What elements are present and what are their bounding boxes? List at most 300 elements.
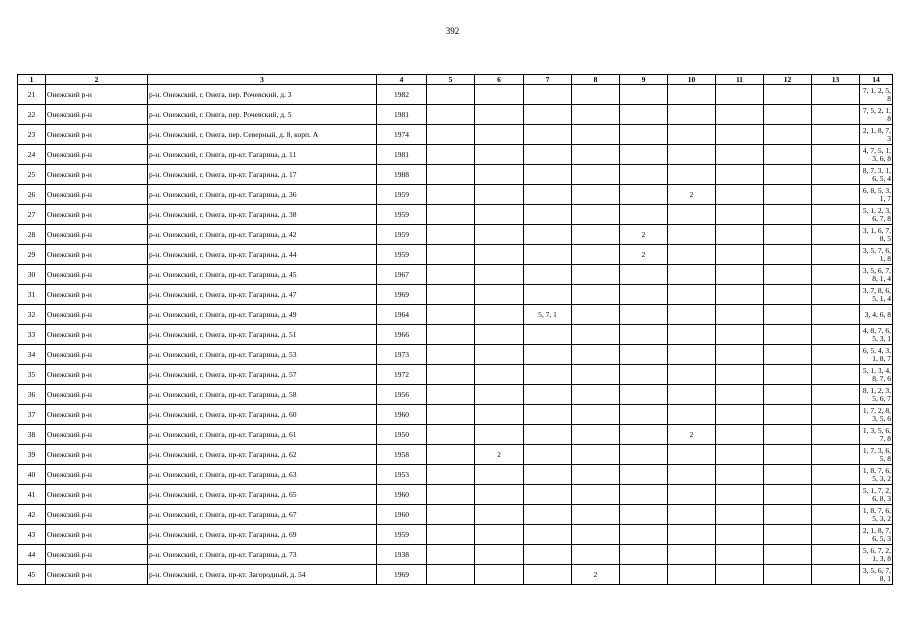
col6-cell — [475, 385, 524, 405]
district-cell: Онежский р-н — [46, 325, 148, 345]
col8-cell — [572, 245, 620, 265]
year-cell: 1959 — [377, 225, 427, 245]
col10-cell — [668, 285, 716, 305]
table-row — [18, 365, 893, 385]
col14-cell: 8, 7, 3, 1, 6, 5, 4 — [860, 165, 893, 185]
row-number: 42 — [18, 505, 46, 525]
col8-cell — [572, 265, 620, 285]
col7-cell — [524, 365, 572, 385]
district-cell: Онежский р-н — [46, 565, 148, 585]
row-number: 38 — [18, 425, 46, 445]
year-cell: 1981 — [377, 105, 427, 125]
col11-cell — [716, 225, 764, 245]
col8-cell: 2 — [572, 565, 620, 585]
year-cell: 1960 — [377, 405, 427, 425]
col12-cell — [764, 505, 812, 525]
col7-cell — [524, 325, 572, 345]
year-cell: 1964 — [377, 305, 427, 325]
col10-cell — [668, 205, 716, 225]
table-row — [18, 205, 893, 225]
col14-cell: 3, 5, 6, 7, 8, 1, 4 — [860, 265, 893, 285]
col13-cell — [812, 345, 860, 365]
row-number: 33 — [18, 325, 46, 345]
row-number: 22 — [18, 105, 46, 125]
district-cell: Онежский р-н — [46, 125, 148, 145]
address-cell: р-н. Онежский, г. Онега, пр-кт. Гагарина, д. 44 — [148, 245, 377, 265]
col10-cell — [668, 145, 716, 165]
col13-cell — [812, 245, 860, 265]
col9-cell — [620, 525, 668, 545]
district-cell: Онежский р-н — [46, 265, 148, 285]
table-row — [18, 565, 893, 585]
row-number: 41 — [18, 485, 46, 505]
col12-cell — [764, 445, 812, 465]
col8-cell — [572, 125, 620, 145]
table-row — [18, 85, 893, 105]
table-row — [18, 545, 893, 565]
col6-cell — [475, 425, 524, 445]
district-cell: Онежский р-н — [46, 345, 148, 365]
col11-cell — [716, 285, 764, 305]
col10-cell — [668, 165, 716, 185]
col11-cell — [716, 405, 764, 425]
year-cell: 1953 — [377, 465, 427, 485]
table-row — [18, 345, 893, 365]
col10-cell: 2 — [668, 425, 716, 445]
table-row — [18, 305, 893, 325]
district-cell: Онежский р-н — [46, 145, 148, 165]
col9-cell — [620, 165, 668, 185]
col8-cell — [572, 525, 620, 545]
col5-cell — [427, 265, 475, 285]
col13-cell — [812, 105, 860, 125]
col9-cell — [620, 505, 668, 525]
col8-cell — [572, 165, 620, 185]
col9-cell — [620, 485, 668, 505]
column-header-8: 8 — [572, 75, 620, 85]
col12-cell — [764, 405, 812, 425]
col5-cell — [427, 505, 475, 525]
col11-cell — [716, 505, 764, 525]
col9-cell: 2 — [620, 245, 668, 265]
col8-cell — [572, 185, 620, 205]
col11-cell — [716, 105, 764, 125]
col5-cell — [427, 425, 475, 445]
district-cell: Онежский р-н — [46, 185, 148, 205]
col7-cell — [524, 285, 572, 305]
col14-cell: 5, 1, 7, 2, 6, 8, 3 — [860, 485, 893, 505]
col14-cell: 6, 5, 4, 3, 1, 8, 7 — [860, 345, 893, 365]
col5-cell — [427, 345, 475, 365]
col5-cell — [427, 105, 475, 125]
row-number: 34 — [18, 345, 46, 365]
col11-cell — [716, 485, 764, 505]
district-cell: Онежский р-н — [46, 285, 148, 305]
address-cell: р-н. Онежский, г. Онега, пр-кт. Гагарина, д. 60 — [148, 405, 377, 425]
col9-cell — [620, 265, 668, 285]
col10-cell — [668, 405, 716, 425]
col14-cell: 5, 1, 3, 4, 8, 7, 6 — [860, 365, 893, 385]
col13-cell — [812, 545, 860, 565]
col12-cell — [764, 365, 812, 385]
col10-cell — [668, 545, 716, 565]
table-row — [18, 325, 893, 345]
col6-cell — [475, 405, 524, 425]
col11-cell — [716, 205, 764, 225]
col7-cell — [524, 505, 572, 525]
district-cell: Онежский р-н — [46, 365, 148, 385]
district-cell: Онежский р-н — [46, 545, 148, 565]
col7-cell — [524, 265, 572, 285]
col7-cell — [524, 345, 572, 365]
col5-cell — [427, 245, 475, 265]
col11-cell — [716, 305, 764, 325]
col5-cell — [427, 525, 475, 545]
col13-cell — [812, 565, 860, 585]
col9-cell — [620, 545, 668, 565]
address-cell: р-н. Онежский, г. Онега, пр-кт. Гагарина, д. 17 — [148, 165, 377, 185]
col5-cell — [427, 185, 475, 205]
col6-cell — [475, 505, 524, 525]
col8-cell — [572, 425, 620, 445]
col7-cell — [524, 405, 572, 425]
row-number: 35 — [18, 365, 46, 385]
col5-cell — [427, 385, 475, 405]
col13-cell — [812, 185, 860, 205]
address-cell: р-н. Онежский, г. Онега, пр-кт. Гагарина, д. 67 — [148, 505, 377, 525]
col14-cell: 5, 1, 2, 3, 6, 7, 8 — [860, 205, 893, 225]
col12-cell — [764, 205, 812, 225]
col12-cell — [764, 185, 812, 205]
col10-cell — [668, 85, 716, 105]
col8-cell — [572, 145, 620, 165]
col13-cell — [812, 165, 860, 185]
col6-cell — [475, 525, 524, 545]
year-cell: 1959 — [377, 205, 427, 225]
col10-cell — [668, 365, 716, 385]
col5-cell — [427, 405, 475, 425]
col14-cell: 3, 5, 7, 6, 1, 8 — [860, 245, 893, 265]
col13-cell — [812, 325, 860, 345]
col10-cell — [668, 325, 716, 345]
address-cell: р-н. Онежский, г. Онега, пр-кт. Гагарина, д. 58 — [148, 385, 377, 405]
district-cell: Онежский р-н — [46, 425, 148, 445]
col6-cell — [475, 185, 524, 205]
col9-cell — [620, 305, 668, 325]
year-cell: 1988 — [377, 165, 427, 185]
year-cell: 1959 — [377, 185, 427, 205]
col5-cell — [427, 85, 475, 105]
col6-cell — [475, 485, 524, 505]
col8-cell — [572, 505, 620, 525]
table-row — [18, 485, 893, 505]
district-cell: Онежский р-н — [46, 485, 148, 505]
col8-cell — [572, 545, 620, 565]
col12-cell — [764, 565, 812, 585]
col13-cell — [812, 505, 860, 525]
col12-cell — [764, 125, 812, 145]
header-row — [18, 75, 893, 85]
col5-cell — [427, 305, 475, 325]
col14-cell: 7, 1, 2, 5, 8 — [860, 85, 893, 105]
address-cell: р-н. Онежский, г. Онега, пр-кт. Гагарина, д. 63 — [148, 465, 377, 485]
address-cell: р-н. Онежский, г. Онега, пр-кт. Гагарина, д. 62 — [148, 445, 377, 465]
col8-cell — [572, 325, 620, 345]
column-header-13: 13 — [812, 75, 860, 85]
address-cell: р-н. Онежский, г. Онега, пр-кт. Гагарина, д. 47 — [148, 285, 377, 305]
col5-cell — [427, 465, 475, 485]
year-cell: 1938 — [377, 545, 427, 565]
col10-cell — [668, 345, 716, 365]
address-cell: р-н. Онежский, г. Онега, пр-кт. Гагарина, д. 49 — [148, 305, 377, 325]
row-number: 21 — [18, 85, 46, 105]
col10-cell — [668, 385, 716, 405]
col10-cell — [668, 305, 716, 325]
col13-cell — [812, 365, 860, 385]
row-number: 31 — [18, 285, 46, 305]
col8-cell — [572, 385, 620, 405]
district-cell: Онежский р-н — [46, 225, 148, 245]
col11-cell — [716, 325, 764, 345]
row-number: 43 — [18, 525, 46, 545]
col6-cell — [475, 365, 524, 385]
col8-cell — [572, 485, 620, 505]
col10-cell — [668, 525, 716, 545]
address-cell: р-н. Онежский, г. Онега, пр-кт. Гагарина, д. 42 — [148, 225, 377, 245]
col7-cell — [524, 425, 572, 445]
col11-cell — [716, 465, 764, 485]
table-row — [18, 465, 893, 485]
col7-cell — [524, 165, 572, 185]
col9-cell — [620, 145, 668, 165]
col6-cell — [475, 325, 524, 345]
col14-cell: 1, 3, 5, 6, 7, 8 — [860, 425, 893, 445]
col9-cell — [620, 365, 668, 385]
col13-cell — [812, 305, 860, 325]
year-cell: 1982 — [377, 85, 427, 105]
col14-cell: 5, 6, 7, 2, 1, 3, 8 — [860, 545, 893, 565]
col11-cell — [716, 145, 764, 165]
col5-cell — [427, 545, 475, 565]
register-table — [17, 74, 893, 585]
col14-cell: 3, 7, 8, 6, 5, 1, 4 — [860, 285, 893, 305]
col7-cell — [524, 485, 572, 505]
year-cell: 1972 — [377, 365, 427, 385]
col12-cell — [764, 545, 812, 565]
row-number: 25 — [18, 165, 46, 185]
col9-cell — [620, 325, 668, 345]
col7-cell — [524, 85, 572, 105]
column-header-14: 14 — [860, 75, 893, 85]
col9-cell — [620, 125, 668, 145]
col14-cell: 3, 1, 6, 7, 8, 5 — [860, 225, 893, 245]
table-row — [18, 265, 893, 285]
col8-cell — [572, 105, 620, 125]
col9-cell — [620, 105, 668, 125]
col7-cell — [524, 545, 572, 565]
col10-cell — [668, 445, 716, 465]
col6-cell — [475, 285, 524, 305]
column-header-1: 1 — [18, 75, 46, 85]
col10-cell — [668, 125, 716, 145]
col6-cell — [475, 165, 524, 185]
row-number: 36 — [18, 385, 46, 405]
column-header-2: 2 — [46, 75, 148, 85]
col9-cell — [620, 385, 668, 405]
col12-cell — [764, 85, 812, 105]
col7-cell: 5, 7, 1 — [524, 305, 572, 325]
table-row — [18, 405, 893, 425]
col13-cell — [812, 445, 860, 465]
col12-cell — [764, 285, 812, 305]
year-cell: 1959 — [377, 245, 427, 265]
col9-cell — [620, 285, 668, 305]
row-number: 44 — [18, 545, 46, 565]
row-number: 37 — [18, 405, 46, 425]
col9-cell: 2 — [620, 225, 668, 245]
col7-cell — [524, 225, 572, 245]
col12-cell — [764, 165, 812, 185]
col8-cell — [572, 365, 620, 385]
address-cell: р-н. Онежский, г. Онега, пер. Северный, д. 8, корп. А — [148, 125, 377, 145]
year-cell: 1966 — [377, 325, 427, 345]
col10-cell — [668, 505, 716, 525]
address-cell: р-н. Онежский, г. Онега, пр-кт. Загородный, д. 54 — [148, 565, 377, 585]
col8-cell — [572, 465, 620, 485]
col7-cell — [524, 125, 572, 145]
district-cell: Онежский р-н — [46, 405, 148, 425]
col5-cell — [427, 565, 475, 585]
col10-cell — [668, 225, 716, 245]
table-body — [18, 85, 893, 585]
col7-cell — [524, 445, 572, 465]
row-number: 29 — [18, 245, 46, 265]
col5-cell — [427, 205, 475, 225]
col12-cell — [764, 325, 812, 345]
row-number: 32 — [18, 305, 46, 325]
col8-cell — [572, 345, 620, 365]
column-header-7: 7 — [524, 75, 572, 85]
col12-cell — [764, 225, 812, 245]
table-row — [18, 185, 893, 205]
col9-cell — [620, 445, 668, 465]
col11-cell — [716, 245, 764, 265]
address-cell: р-н. Онежский, г. Онега, пр-кт. Гагарина, д. 38 — [148, 205, 377, 225]
address-cell: р-н. Онежский, г. Онега, пр-кт. Гагарина, д. 57 — [148, 365, 377, 385]
table-row — [18, 145, 893, 165]
col7-cell — [524, 105, 572, 125]
col13-cell — [812, 145, 860, 165]
col8-cell — [572, 305, 620, 325]
row-number: 39 — [18, 445, 46, 465]
district-cell: Онежский р-н — [46, 305, 148, 325]
address-cell: р-н. Онежский, г. Онега, пр-кт. Гагарина, д. 53 — [148, 345, 377, 365]
row-number: 28 — [18, 225, 46, 245]
column-header-5: 5 — [427, 75, 475, 85]
col13-cell — [812, 205, 860, 225]
col11-cell — [716, 425, 764, 445]
col7-cell — [524, 245, 572, 265]
col5-cell — [427, 445, 475, 465]
col13-cell — [812, 385, 860, 405]
address-cell: р-н. Онежский, г. Онега, пер. Рочевский, д. 5 — [148, 105, 377, 125]
address-cell: р-н. Онежский, г. Онега, пр-кт. Гагарина, д. 45 — [148, 265, 377, 285]
col14-cell: 1, 7, 3, 6, 5, 8 — [860, 445, 893, 465]
col12-cell — [764, 145, 812, 165]
col10-cell — [668, 105, 716, 125]
col12-cell — [764, 385, 812, 405]
col9-cell — [620, 565, 668, 585]
col14-cell: 1, 7, 2, 8, 3, 5, 6 — [860, 405, 893, 425]
col7-cell — [524, 145, 572, 165]
col11-cell — [716, 165, 764, 185]
col6-cell — [475, 245, 524, 265]
col13-cell — [812, 85, 860, 105]
col10-cell — [668, 485, 716, 505]
table-row — [18, 285, 893, 305]
year-cell: 1956 — [377, 385, 427, 405]
row-number: 45 — [18, 565, 46, 585]
col11-cell — [716, 525, 764, 545]
col9-cell — [620, 405, 668, 425]
col5-cell — [427, 165, 475, 185]
col7-cell — [524, 525, 572, 545]
col13-cell — [812, 285, 860, 305]
year-cell: 1959 — [377, 525, 427, 545]
col13-cell — [812, 485, 860, 505]
col11-cell — [716, 125, 764, 145]
table-row — [18, 245, 893, 265]
col11-cell — [716, 345, 764, 365]
district-cell: Онежский р-н — [46, 105, 148, 125]
col14-cell: 3, 4, 6, 8 — [860, 305, 893, 325]
col12-cell — [764, 105, 812, 125]
col9-cell — [620, 465, 668, 485]
address-cell: р-н. Онежский, г. Онега, пр-кт. Гагарина, д. 65 — [148, 485, 377, 505]
table-row — [18, 525, 893, 545]
row-number: 27 — [18, 205, 46, 225]
col13-cell — [812, 465, 860, 485]
column-header-6: 6 — [475, 75, 524, 85]
col6-cell — [475, 105, 524, 125]
column-header-11: 11 — [716, 75, 764, 85]
col11-cell — [716, 385, 764, 405]
col6-cell — [475, 345, 524, 365]
col11-cell — [716, 565, 764, 585]
year-cell: 1969 — [377, 565, 427, 585]
district-cell: Онежский р-н — [46, 205, 148, 225]
table-row — [18, 505, 893, 525]
col14-cell: 4, 8, 7, 6, 5, 3, 1 — [860, 325, 893, 345]
year-cell: 1960 — [377, 485, 427, 505]
col14-cell: 6, 8, 5, 3, 1, 7 — [860, 185, 893, 205]
col13-cell — [812, 525, 860, 545]
year-cell: 1981 — [377, 145, 427, 165]
col5-cell — [427, 225, 475, 245]
col7-cell — [524, 465, 572, 485]
col8-cell — [572, 205, 620, 225]
address-cell: р-н. Онежский, г. Онега, пр-кт. Гагарина, д. 73 — [148, 545, 377, 565]
col12-cell — [764, 305, 812, 325]
col8-cell — [572, 225, 620, 245]
year-cell: 1969 — [377, 285, 427, 305]
district-cell: Онежский р-н — [46, 505, 148, 525]
col5-cell — [427, 325, 475, 345]
col8-cell — [572, 285, 620, 305]
address-cell: р-н. Онежский, г. Онега, пер. Рочевский, д. 3 — [148, 85, 377, 105]
col6-cell — [475, 205, 524, 225]
table-row — [18, 385, 893, 405]
